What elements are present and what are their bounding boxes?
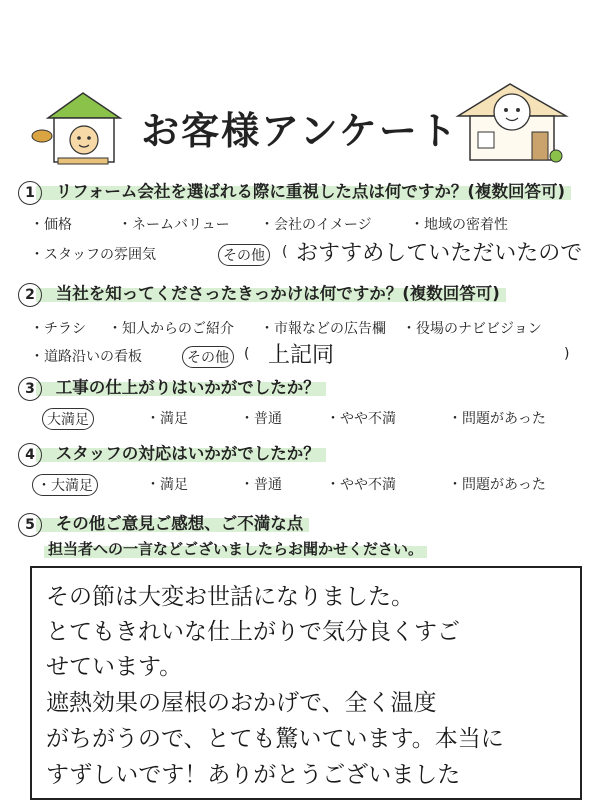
paren: ( <box>244 346 250 362</box>
question-number: 5 <box>18 513 42 537</box>
option: ・チラシ <box>30 321 86 337</box>
option: ・ネームバリュー <box>118 217 230 233</box>
comment-line: がちがうので、とても驚いています。本当に <box>46 726 504 752</box>
option-selected: 大満足 <box>42 408 94 430</box>
option: ・問題があった <box>448 411 546 427</box>
comment-line: とてもきれいな仕上がりで気分良くすご <box>46 619 460 645</box>
option: ・市報などの広告欄 <box>260 321 386 337</box>
option: ・地域の密着性 <box>410 217 508 233</box>
question-text: その他ご意見ご感想、ご不満な点 <box>55 514 304 533</box>
question-5-subtext <box>48 538 423 559</box>
paren: ( <box>282 244 288 260</box>
question-1 <box>18 178 565 205</box>
option: ・満足 <box>146 477 188 493</box>
option: ・問題があった <box>448 477 546 493</box>
question-number: 3 <box>18 377 42 401</box>
option: ・スタッフの雰囲気 <box>30 247 156 263</box>
comment-line: その節は大変お世話になりました。 <box>46 584 414 610</box>
doghouse-illustration-left <box>28 88 138 168</box>
option: ・価格 <box>30 217 72 233</box>
question-text: 当社を知ってくださったきっかけは何ですか？(複数回答可) <box>55 284 500 303</box>
question-number: 4 <box>18 443 42 467</box>
option-selected: ・大満足 <box>32 474 98 496</box>
question-3 <box>18 374 320 401</box>
question-subtext: 担当者への一言などございましたらお聞かせください。 <box>48 540 424 558</box>
comment-line: すずしいです！ありがとうございました <box>46 762 461 788</box>
option: ・知人からのご紹介 <box>108 321 234 337</box>
question-text: 工事の仕上がりはいかがでしたか？ <box>55 378 320 397</box>
option: ・満足 <box>146 411 188 427</box>
question-4 <box>18 440 320 467</box>
comment-line: 遮熱効果の屋根のおかげで、全く温度 <box>46 690 437 716</box>
comment-line: せています。 <box>46 654 183 680</box>
question-2 <box>18 280 500 307</box>
option-selected: その他 <box>218 244 270 266</box>
option: ・役場のナビビジョン <box>402 321 542 337</box>
option: ・やや不満 <box>326 411 396 427</box>
handwritten-answer: おすすめしていただいたので <box>296 241 583 266</box>
house-illustration-right <box>448 78 578 168</box>
handwritten-answer: 上記同 <box>268 343 335 368</box>
question-text: リフォーム会社を選ばれる際に重視した点は何ですか？(複数回答可) <box>55 182 566 201</box>
option: ・会社のイメージ <box>260 217 372 233</box>
question-5 <box>18 510 303 537</box>
option: ・普通 <box>240 477 282 493</box>
paren: ) <box>564 346 570 362</box>
page-title: お客様アンケート <box>141 108 459 153</box>
option: ・やや不満 <box>326 477 396 493</box>
option: ・普通 <box>240 411 282 427</box>
option-selected: その他 <box>182 346 234 368</box>
question-number: 1 <box>18 181 42 205</box>
option: ・道路沿いの看板 <box>30 349 142 365</box>
question-text: スタッフの対応はいかがでしたか？ <box>55 444 320 463</box>
comment-box <box>30 566 582 800</box>
question-number: 2 <box>18 283 42 307</box>
